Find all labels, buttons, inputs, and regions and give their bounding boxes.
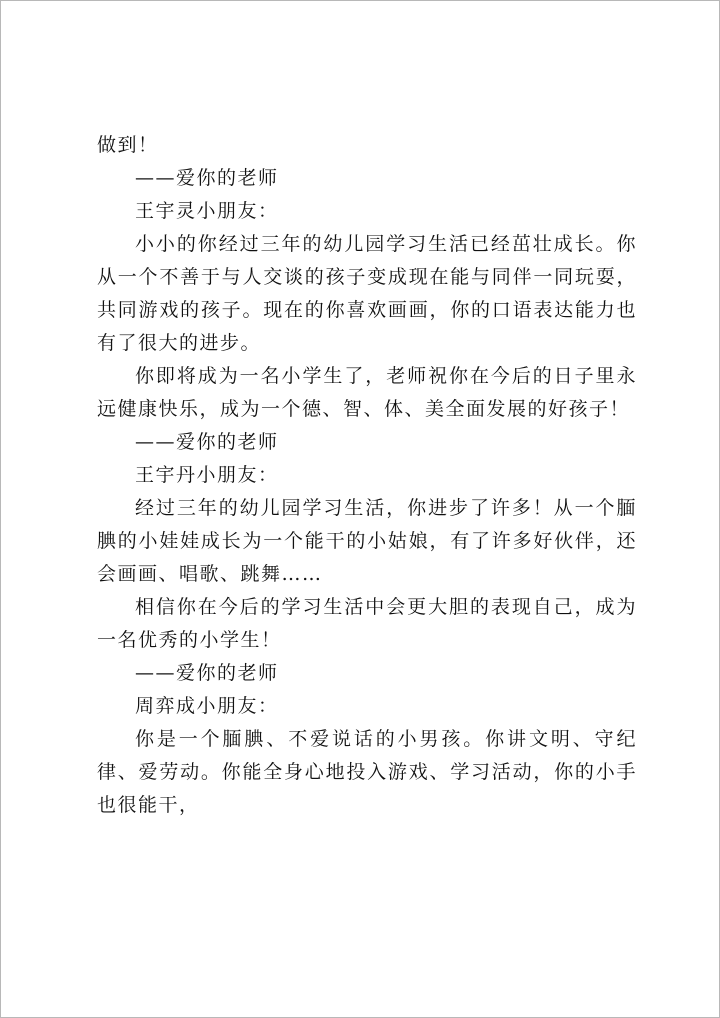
paragraph: 小小的你经过三年的幼儿园学习生活已经茁壮成长。你从一个不善于与人交谈的孩子变成现在能与同伴一同玩耍，共同游戏的孩子。现在的你喜欢画画，你的口语表达能力也有了很大的进步。 (97, 233, 637, 354)
salutation: 王宇灵小朋友： (135, 200, 279, 222)
paragraph-continuation: 做到！ (97, 134, 159, 156)
paragraph: 相信你在今后的学习生活中会更大胆的表现自己，成为一名优秀的小学生！ (97, 596, 637, 651)
paragraph: 经过三年的幼儿园学习生活，你进步了许多！从一个腼腆的小娃娃成长为一个能干的小姑娘，有了许多好伙伴，还会画画、唱歌、跳舞…… (97, 497, 637, 585)
document-body (97, 129, 637, 822)
paragraph: 你即将成为一名小学生了，老师祝你在今后的日子里永远健康快乐，成为一个德、智、体、美全面发展的好孩子！ (97, 365, 637, 420)
signature-line: ——爱你的老师 (135, 662, 279, 684)
signature-line: ——爱你的老师 (135, 167, 279, 189)
signature-line: ——爱你的老师 (135, 431, 279, 453)
salutation: 王宇丹小朋友： (135, 464, 279, 486)
salutation: 周弈成小朋友： (135, 695, 279, 717)
paragraph: 你是一个腼腆、不爱说话的小男孩。你讲文明、守纪律、爱劳动。你能全身心地投入游戏、学习活动，你的小手也很能干， (97, 728, 637, 816)
